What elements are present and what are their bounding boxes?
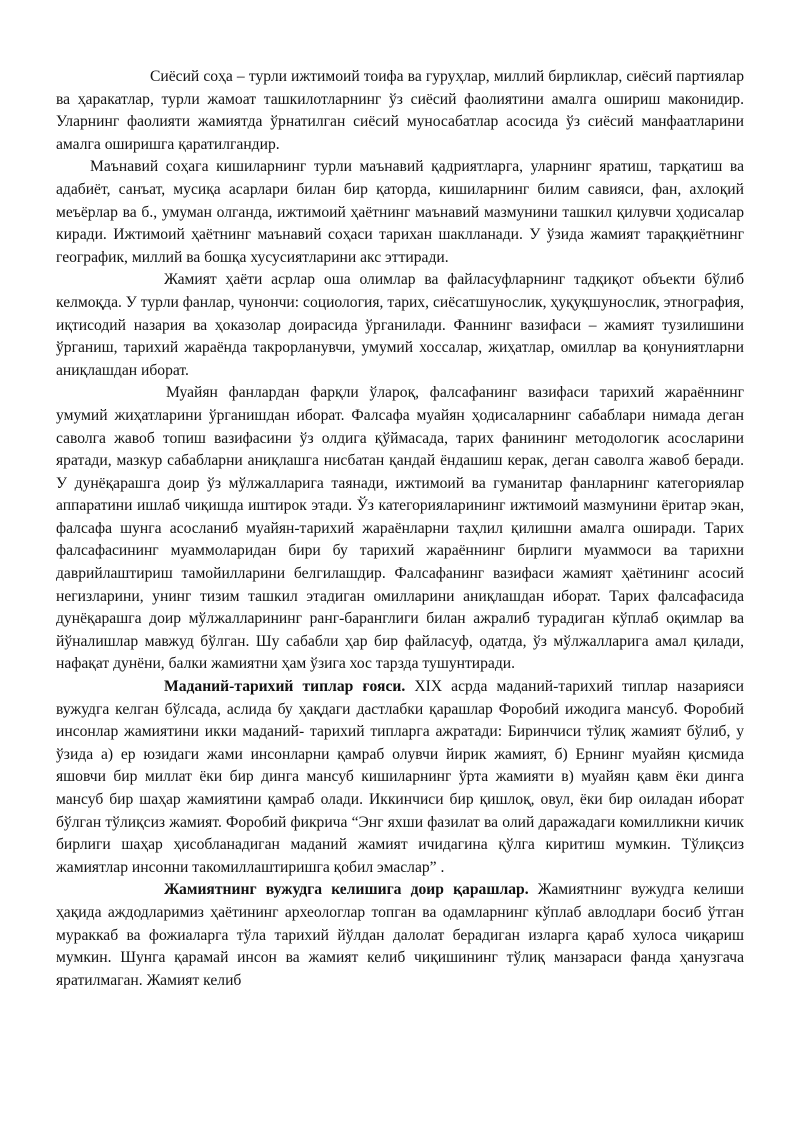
paragraph-text: Муайян фанлардан фарқли ўлароқ, фалсафанинг вазифаси тарихий жараённинг умумий жиҳатларини ўрганишдан иборат. Фалсафа муайян ҳодисаларнинг сабаблари нимада деган саволга жавоб топиш вазифасини ўз олдига қўймасада, тарих фанининг методологик асосларини яратади, мазкур сабабларни аниқлашга нисбатан қандай ёндашиш керак, деган саволга жавоб беради. У дунёқарашга доир ўз мўлжалларига таянади, ижтимоий ва гуманитар фанларнинг категориялар аппаратини ишлаб чиқишда иштирок этади. Ўз категорияларининг ижтимоий мазмунини ёритар экан, фалсафа шунга асосланиб муайян-тарихий жараёнларни таҳлил қилишни амалга оширади. Тарих фалсафасининг муаммоларидан бири бу тарихий жараённинг бирлиги муаммоси ва тарихни даврийлаштириш тамойилларини белгилашдир. Фалсафанинг вазифаси жамият ҳаётининг асосий негизларини, унинг тизим ташкил этадиган омилларини аниқлашдан иборат. Тарих фалсафасида дунёқарашга доир мўлжалларининг ранг-баранглиги билан ажралиб турадиган кўплаб оқимлар ва йўналишлар мавжуд бўлган. Шу сабабли ҳар бир файласуф, одатда, ўз мўлжалларига амал қилади, нафақат дунёни, балки жамиятни ҳам ўзига хос тарзда тушунтиради. [56,384,744,673]
paragraph-text: Жамият ҳаёти асрлар оша олимлар ва файласуфларнинг тадқиқот объекти бўлиб келмоқда. У турли фанлар, чунончи: социология, тарих, сиёсатшунослик, ҳуқуқшунослик, этнография, иқтисодий назария ва ҳоказолар доирасида ўрганилади. Фаннинг вазифаси – жамият тузилишини ўрганиш, тарихий жараёнда такрорланувчи, умумий хоссалар, жиҳатлар, омиллар ва қонуниятларни аниқлашдан иборат. [56,271,744,379]
section-heading: Жамиятнинг вужудга келишига доир қарашлар. [164,881,529,899]
paragraph-text: XIX асрда маданий-тарихий типлар назарияси вужудга келган бўлсада, аслида бу ҳақдаги дастлабки қарашлар Форобий ижодига мансуб. Форобий инсонлар жамиятини икки маданий- тарихий типларга ажратади: Биринчиси тўлиқ жамият бўлиб, у ўзида а) ер юзидаги жами инсонларни қамраб олувчи йирик жамият, б) Ернинг муайян қисмида яшовчи бир миллат ёки бир динга мансуб кишиларнинг ўрта жамияти в) муайян қавм ёки динга мансуб бир шаҳар жамиятини қамраб олади. Иккинчиси бир қишлоқ, овул, ёки бир оиладан иборат бўлган тўлиқсиз жамият. Форобий фикрича “Энг яхши фазилат ва олий даражадаги комилликни кичик бирлиги шаҳар ҳисобланадиган маданий жамият ичидагина қўлга киритиш мумкин. Тўлиқсиз жамиятлар инсонни такомиллаштиришга қобил эмаслар” . [56,678,744,876]
section-heading: Маданий-тарихий типлар ғояси. [164,678,406,696]
paragraph-text: Сиёсий соҳа – турли ижтимоий тоифа ва гуруҳлар, миллий бирликлар, сиёсий партиялар ва ҳаракатлар, турли жамоат ташкилотларнинг ўз сиёсий фаолиятини амалга ошириш маконидир. Уларнинг фаолияти жамиятда ўрнатилган сиёсий муносабатлар асосида ўз сиёсий манфаатларини амалга оширишга қаратилгандир. [56,68,744,153]
paragraph-text: Жамиятнинг вужудга келиши ҳақида аждодларимиз ҳаётининг археологлар топган ва одамларнинг кўплаб авлодлари босиб ўтган мураккаб ва фожиаларга тўла тарихий йўлдан далолат берадиган изларга қараб хулоса чиқариш мумкин. Шунга қарамай инсон ва жамият келиб чиқишининг тўлиқ манзараси фанда ҳанузгача яратилмаган. Жамият келиб [56,881,744,989]
document-page [56,66,744,992]
paragraph-text: Маънавий соҳага кишиларнинг турли маънавий қадриятларга, уларнинг яратиш, тарқатиш ва адабиёт, санъат, мусиқа асарлари билан бир қаторда, кишиларнинг билим савияси, фан, ахлоқий меъёрлар ва б., умуман олганда, ижтимоий ҳаётнинг маънавий мазмунини ташкил қилувчи ҳодисалар киради. Ижтимоий ҳаётнинг маънавий соҳаси тарихан шаклланади. У ўзида жамият тараққиётнинг географик, миллий ва бошқа хусусиятларини акс эттиради. [56,158,744,266]
paragraph-spiritual-sphere [56,156,744,269]
paragraph-cultural-historical-types [56,676,744,879]
paragraph-political-sphere [56,66,744,156]
paragraph-philosophy-task [56,382,744,676]
paragraph-society-research [56,269,744,382]
paragraph-society-origin [56,879,744,992]
